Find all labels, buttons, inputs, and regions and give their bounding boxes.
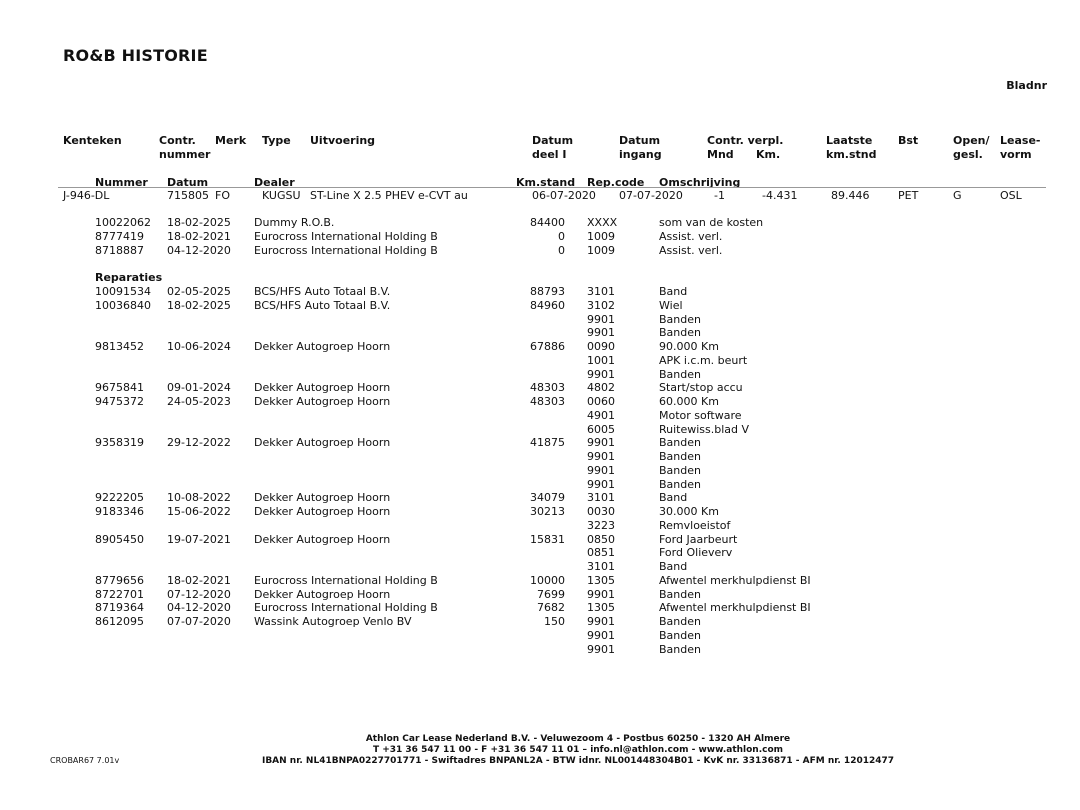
- header-lease-2: vorm: [1000, 148, 1032, 161]
- cell-code: 1305: [587, 601, 615, 615]
- cell-dealer: BCS/HFS Auto Totaal B.V.: [254, 285, 391, 298]
- header-datum-ingang-2: ingang: [619, 148, 662, 161]
- cell-nummer: 9183346: [95, 505, 144, 518]
- cell-km: 0: [558, 229, 565, 243]
- cell-datum: 04-12-2020: [167, 243, 231, 257]
- header-contract-2: nummer: [159, 148, 211, 161]
- cell-datum: 04-12-2020: [167, 601, 231, 615]
- cell-dealer: Eurocross International Holding B: [254, 229, 438, 243]
- cell-omschr: Banden: [659, 463, 701, 477]
- cell-omschr: Banden: [659, 367, 701, 381]
- cell-code: 3102: [587, 298, 615, 312]
- cell-code: 9901: [587, 367, 615, 381]
- cell-nummer: 8905450: [95, 532, 144, 546]
- cell-nummer: 10022062: [95, 216, 151, 229]
- cell-code: 4802: [587, 381, 615, 395]
- header-uitvoering: Uitvoering: [310, 134, 376, 147]
- cell-km: 88793: [530, 285, 565, 298]
- form-code: CROBAR67 7.01v: [50, 756, 120, 765]
- cell-datum: 18-02-2025: [167, 298, 231, 312]
- cell-nummer: 8612095: [95, 615, 144, 628]
- cell-code: 9901: [587, 642, 615, 656]
- cell-datum: 29-12-2022: [167, 436, 231, 450]
- cell-dealer: Eurocross International Holding B: [254, 573, 438, 587]
- cell-nummer: 10036840: [95, 298, 151, 312]
- cell-dealer: Dekker Autogroep Hoorn: [254, 532, 391, 546]
- cell-omschr: Ruitewiss.blad V: [659, 422, 750, 436]
- cell-omschr: Band: [659, 285, 688, 298]
- cell-code: 0851: [587, 546, 615, 560]
- cell-datum: 07-12-2020: [167, 587, 231, 601]
- cell-dealer: Dummy R.O.B.: [254, 216, 335, 229]
- cell-nummer: 8718887: [95, 243, 144, 257]
- cell-code: 9901: [587, 587, 615, 601]
- cell-omschr: Start/stop accu: [659, 381, 743, 395]
- vehicle-kenteken: J-946-DL: [63, 189, 110, 202]
- cell-km: 150: [544, 615, 565, 628]
- cell-dealer: Dekker Autogroep Hoorn: [254, 340, 391, 353]
- cell-code: 0030: [587, 505, 615, 518]
- header-datum-ingang-1: Datum: [619, 134, 661, 147]
- subheader-kmstand: Km.stand: [516, 176, 576, 189]
- cell-datum: 18-02-2021: [167, 229, 231, 243]
- cell-dealer: Dekker Autogroep Hoorn: [254, 381, 391, 395]
- subheader-datum: Datum: [167, 176, 209, 189]
- cell-omschr: Motor software: [659, 408, 742, 422]
- header-merk: Merk: [215, 134, 247, 147]
- subheader-nummer: Nummer: [95, 176, 148, 189]
- vehicle-contract: 715805: [167, 189, 209, 202]
- header-datum-deel-2: deel I: [532, 148, 567, 161]
- vehicle-lease: OSL: [1000, 189, 1022, 202]
- cell-code: 9901: [587, 463, 615, 477]
- footer: [0, 734, 1080, 767]
- cell-datum: 15-06-2022: [167, 505, 231, 518]
- cell-nummer: 8719364: [95, 601, 144, 615]
- cell-code: 9901: [587, 312, 615, 326]
- cell-km: 84960: [530, 298, 565, 312]
- cell-omschr: Afwentel merkhulpdienst BI: [659, 601, 811, 615]
- cell-omschr: Assist. verl.: [659, 229, 723, 243]
- cell-km: 48303: [530, 381, 565, 395]
- vehicle-km: -4.431: [762, 189, 798, 202]
- cell-datum: 18-02-2025: [167, 216, 231, 229]
- cell-omschr: Ford Olieverv: [659, 546, 733, 560]
- header-lease-1: Lease-: [1000, 134, 1041, 147]
- cell-nummer: 9222205: [95, 491, 144, 505]
- cell-code: 6005: [587, 422, 615, 436]
- page-number-label: Bladnr: [1006, 79, 1047, 92]
- cell-code: 3223: [587, 518, 615, 532]
- cell-datum: 19-07-2021: [167, 532, 231, 546]
- cell-km: 41875: [530, 436, 565, 450]
- cell-code: 0090: [587, 340, 615, 353]
- subheader-omschrijving: Omschrijving: [659, 176, 741, 189]
- vehicle-open: G: [953, 189, 962, 202]
- cell-omschr: Banden: [659, 312, 701, 326]
- cell-dealer: BCS/HFS Auto Totaal B.V.: [254, 298, 391, 312]
- cell-code: XXXX: [587, 216, 618, 229]
- cell-dealer: Dekker Autogroep Hoorn: [254, 587, 391, 601]
- cell-km: 67886: [530, 340, 565, 353]
- cell-km: 10000: [530, 573, 565, 587]
- cell-omschr: Afwentel merkhulpdienst BI: [659, 573, 811, 587]
- header-divider: [58, 187, 1046, 188]
- header-km: Km.: [756, 148, 781, 161]
- cell-nummer: 8722701: [95, 587, 144, 601]
- subheader-dealer: Dealer: [254, 176, 295, 189]
- header-contr-verpl: Contr. verpl.: [707, 134, 784, 147]
- cell-code: 0850: [587, 532, 615, 546]
- cell-omschr: Ford Jaarbeurt: [659, 532, 738, 546]
- header-datum-deel-1: Datum: [532, 134, 574, 147]
- header-contract-1: Contr.: [159, 134, 196, 147]
- cell-km: 34079: [530, 491, 565, 505]
- cell-omschr: Assist. verl.: [659, 243, 723, 257]
- cell-dealer: Eurocross International Holding B: [254, 601, 438, 615]
- cell-nummer: 8777419: [95, 229, 144, 243]
- vehicle-mnd: -1: [714, 189, 725, 202]
- cell-omschr: Remvloeistof: [659, 518, 731, 532]
- header-type: Type: [262, 134, 291, 147]
- cell-omschr: Band: [659, 491, 688, 505]
- cell-code: 9901: [587, 326, 615, 340]
- cell-omschr: Banden: [659, 477, 701, 491]
- cell-code: 3101: [587, 491, 615, 505]
- cell-omschr: APK i.c.m. beurt: [659, 353, 748, 367]
- cell-km: 7682: [537, 601, 565, 615]
- cell-code: 1009: [587, 229, 615, 243]
- cell-km: 30213: [530, 505, 565, 518]
- cell-km: 0: [558, 243, 565, 257]
- cell-km: 7699: [537, 587, 565, 601]
- cell-code: 3101: [587, 285, 615, 298]
- vehicle-laatste: 89.446: [831, 189, 870, 202]
- cell-code: 0060: [587, 395, 615, 408]
- header-laatste-2: km.stnd: [826, 148, 877, 161]
- footer-line-1: Athlon Car Lease Nederland B.V. - Veluwezoom 4 - Postbus 60250 - 1320 AH Almere: [365, 734, 791, 744]
- cell-omschr: Banden: [659, 587, 701, 601]
- cell-omschr: Banden: [659, 628, 701, 642]
- cell-omschr: Band: [659, 560, 688, 573]
- cell-code: 3101: [587, 560, 615, 573]
- cell-omschr: som van de kosten: [659, 216, 764, 229]
- cell-code: 1305: [587, 573, 615, 587]
- cell-omschr: 30.000 Km: [659, 505, 719, 518]
- footer-line-3: IBAN nr. NL41BNPA0227701771 - Swiftadres BNPANL2A - BTW idnr. NL001448304B01 - KvK nr. 33136871 - AFM nr. 12012477: [261, 756, 895, 766]
- cell-omschr: Banden: [659, 642, 701, 656]
- vehicle-merk: FO: [215, 189, 230, 202]
- cell-nummer: 9813452: [95, 340, 144, 353]
- header-open-1: Open/: [953, 134, 990, 147]
- cell-code: 9901: [587, 477, 615, 491]
- cell-datum: 10-08-2022: [167, 491, 231, 505]
- cell-nummer: 8779656: [95, 573, 144, 587]
- cell-dealer: Eurocross International Holding B: [254, 243, 438, 257]
- cell-omschr: Banden: [659, 615, 701, 628]
- cell-km: 84400: [530, 216, 565, 229]
- vehicle-datum-deel1: 06-07-2020: [532, 189, 596, 202]
- cell-omschr: Banden: [659, 436, 701, 450]
- cell-code: 1009: [587, 243, 615, 257]
- page-title: RO&B HISTORIE: [63, 46, 208, 65]
- cell-nummer: 9475372: [95, 395, 144, 408]
- cell-datum: 09-01-2024: [167, 381, 231, 395]
- cell-dealer: Dekker Autogroep Hoorn: [254, 395, 391, 408]
- subheader-repcode: Rep.code: [587, 176, 645, 189]
- cell-omschr: 90.000 Km: [659, 340, 719, 353]
- cell-code: 9901: [587, 628, 615, 642]
- cell-nummer: 9358319: [95, 436, 144, 450]
- cell-code: 9901: [587, 436, 615, 450]
- header-bst: Bst: [898, 134, 919, 147]
- vehicle-type: KUGSU: [262, 189, 301, 202]
- cell-omschr: Banden: [659, 326, 701, 340]
- cell-nummer: 9675841: [95, 381, 144, 395]
- cell-omschr: Wiel: [659, 298, 683, 312]
- cell-nummer: 10091534: [95, 285, 151, 298]
- cell-code: 4901: [587, 408, 615, 422]
- header-laatste-1: Laatste: [826, 134, 873, 147]
- footer-line-2: T +31 36 547 11 00 - F +31 36 547 11 01 – info.nl@athlon.com - www.athlon.com: [372, 745, 784, 755]
- cell-omschr: 60.000 Km: [659, 395, 719, 408]
- header-open-2: gesl.: [953, 148, 983, 161]
- cell-km: 48303: [530, 395, 565, 408]
- cell-dealer: Dekker Autogroep Hoorn: [254, 436, 391, 450]
- cell-datum: 02-05-2025: [167, 285, 231, 298]
- cell-datum: 24-05-2023: [167, 395, 231, 408]
- vehicle-datum-ingang: 07-07-2020: [619, 189, 683, 202]
- cell-datum: 10-06-2024: [167, 340, 231, 353]
- vehicle-uitvoering: ST-Line X 2.5 PHEV e-CVT au: [310, 189, 468, 202]
- cell-code: 9901: [587, 615, 615, 628]
- header-kenteken: Kenteken: [63, 134, 122, 147]
- header-mnd: Mnd: [707, 148, 734, 161]
- vehicle-bst: PET: [898, 189, 919, 202]
- cell-km: 15831: [530, 532, 565, 546]
- cell-omschr: Banden: [659, 450, 701, 463]
- cell-code: 1001: [587, 353, 615, 367]
- cell-dealer: Wassink Autogroep Venlo BV: [254, 615, 412, 628]
- section-reparaties: Reparaties: [95, 271, 163, 284]
- cell-code: 9901: [587, 450, 615, 463]
- cell-dealer: Dekker Autogroep Hoorn: [254, 491, 391, 505]
- cell-datum: 18-02-2021: [167, 573, 231, 587]
- cell-datum: 07-07-2020: [167, 615, 231, 628]
- cell-dealer: Dekker Autogroep Hoorn: [254, 505, 391, 518]
